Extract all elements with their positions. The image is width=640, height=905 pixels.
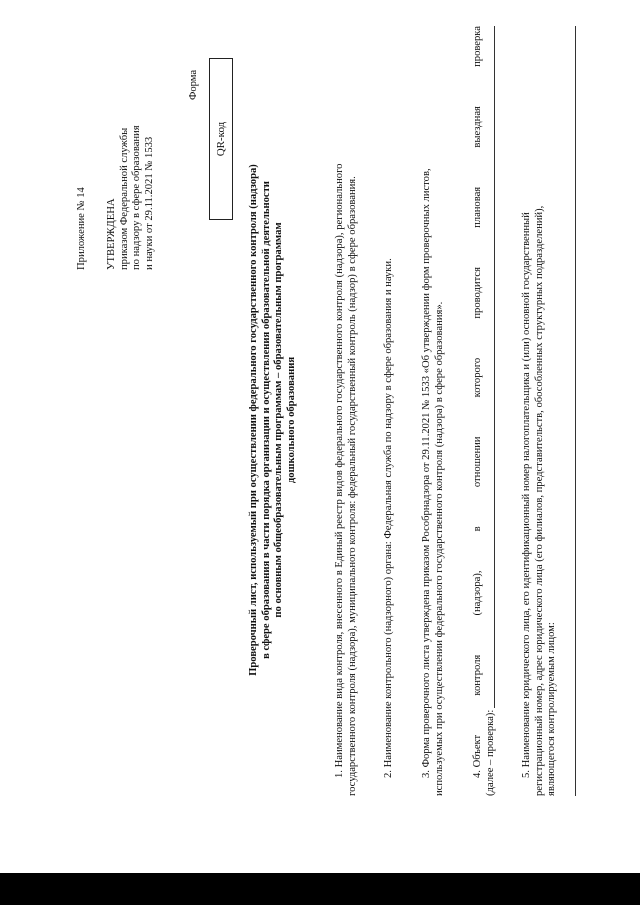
fill-in-line	[575, 26, 576, 796]
item-4-word: (надзора),	[472, 570, 483, 616]
item-4-word: контроля	[472, 654, 483, 696]
item-1-line: 1. Наименование вида контроля, внесенного в Единый реестр видов федерального государственного контроля (надзора), регионального	[334, 163, 345, 778]
approval-block	[106, 125, 156, 270]
item-4-tail: (далее – проверка):	[484, 709, 496, 796]
document-title	[248, 60, 298, 780]
item-4-word: в	[472, 526, 483, 532]
scan-bottom-border	[0, 873, 640, 905]
item-1-line: государственного контроля (надзора), муниципального контроля: федеральный государственный контроль (надзор) в сфере образования.	[346, 176, 358, 796]
item-4-word: 4. Объект	[472, 734, 483, 778]
qr-code-box: QR-код	[209, 58, 233, 220]
item-5-line: 5. Наименование юридического лица, его идентификационный номер налогоплательщика и (или) основной государственный	[521, 212, 532, 778]
approval-line: УТВЕРЖДЕНА	[106, 198, 117, 270]
item-4-line	[472, 26, 485, 796]
item-4-word: плановая	[472, 186, 483, 228]
title-line: в сфере образования в части порядка организации и осуществления образовательной деятельности	[260, 181, 272, 659]
item-5-line: являющегося контролируемым лицом:	[546, 622, 558, 796]
item-5-line: регистрационный номер, адрес юридического лица (его филиалов, представительств, обособленных структурных подразделений),	[533, 205, 545, 796]
approval-line: по надзору в сфере образования	[131, 125, 143, 270]
item-4	[472, 26, 497, 796]
approval-line: приказом Федеральной службы	[118, 127, 130, 270]
item-4-word: которого	[472, 357, 483, 398]
item-2: 2. Наименование контрольного (надзорного) органа: Федеральная служба по надзору в сфере образования и науки.	[383, 258, 394, 778]
item-1	[334, 26, 359, 796]
approval-line: и науки от 29.11.2021 № 1533	[143, 136, 155, 270]
form-label: Форма	[188, 69, 199, 100]
item-4-word: проводится	[472, 267, 483, 319]
appendix-number: Приложение № 14	[76, 187, 87, 270]
title-line: по основным общеобразовательным программам – образовательным программам	[273, 222, 285, 618]
fill-in-line	[494, 26, 495, 708]
item-4-word: отношении	[472, 436, 483, 488]
item-5	[521, 26, 559, 796]
title-line: Проверочный лист, используемый при осуществлении федерального государственного контроля (надзора)	[248, 164, 259, 676]
item-3-line: используемых при осуществлении федерального государственного контроля (надзора) в сфере образования».	[433, 301, 445, 796]
item-4-word: проверка	[472, 26, 483, 67]
item-4-word: выездная	[472, 106, 483, 148]
item-3-line: 3. Форма проверочного листа утверждена приказом Рособрнадзора от 29.11.2021 № 1533 «Об утверждении форм проверочных листов,	[421, 168, 432, 778]
item-4-line	[485, 26, 498, 796]
item-3	[421, 26, 446, 796]
title-line: дошкольного образования	[285, 356, 297, 484]
